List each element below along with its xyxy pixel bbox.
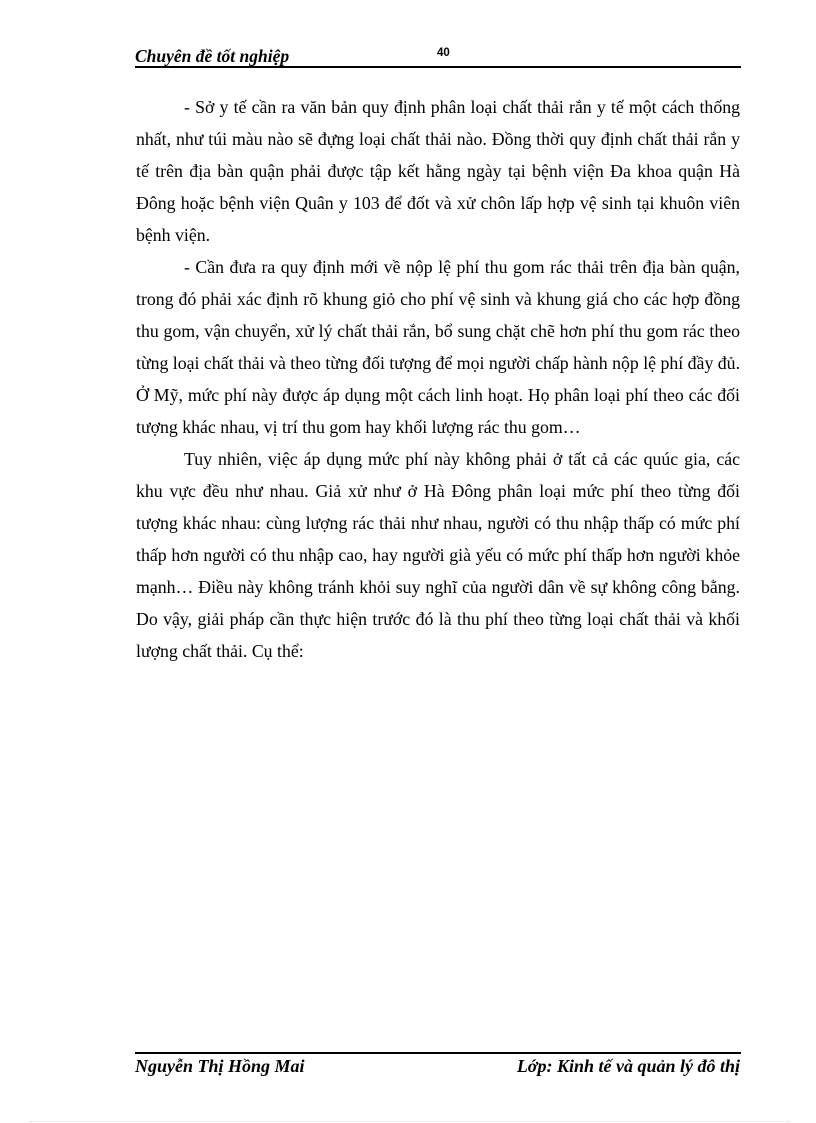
page-header: [135, 44, 740, 68]
footer-author: Nguyễn Thị Hồng Mai: [135, 1056, 305, 1076]
paragraph-fee-application: Tuy nhiên, việc áp dụng mức phí này không phải ở tất cả các quúc gia, các khu vực đều như nhau. Giả xử như ở Hà Đông phân loại mức phí theo từng đối tượng khác nhau: cùng lượng rác thải như nhau, người có thu nhập thấp có mức phí thấp hơn người có thu nhập cao, hay người già yếu có mức phí thấp hơn người khỏe mạnh… Điều này không tránh khỏi suy nghĩ của người dân về sự không công bằng. Do vậy, giải pháp cần thực hiện trước đó là thu phí theo từng loại chất thải và khối lượng chất thải. Cụ thể:: [136, 449, 740, 661]
paragraph-collection-fees: - Cần đưa ra quy định mới về nộp lệ phí thu gom rác thải trên địa bàn quận, trong đó phải xác định rõ khung giỏ cho phí vệ sinh và khung giá cho các hợp đồng thu gom, vận chuyển, xử lý chất thải rắn, bổ sung chặt chẽ hơn phí thu gom rác theo từng loại chất thải và theo từng đối tượng để mọi người chấp hành nộp lệ phí đầy đủ. Ở Mỹ, mức phí này được áp dụng một cách linh hoạt. Họ phân loại phí theo các đối tượng khác nhau, vị trí thu gom hay khối lượng rác thu gom…: [136, 257, 741, 437]
header-divider: [135, 66, 741, 68]
footer-class: Lớp: Kinh tế và quản lý đô thị: [516, 1056, 740, 1076]
paragraph-medical-waste: - Sở y tế cần ra văn bản quy định phân loại chất thải rắn y tế một cách thống nhất, như túi màu nào sẽ đựng loại chất thải nào. Đồng thời quy định chất thải rắn y tế trên địa bàn quận phải được tập kết hằng ngày tại bệnh viện Đa khoa quận Hà Đông hoặc bệnh viện Quân y 103 để đốt và xử chôn lấp hợp vệ sinh tại khuôn viên bệnh viện.: [136, 97, 740, 245]
body-text: [136, 91, 740, 667]
footer-divider: [135, 1052, 741, 1054]
page-bottom-border: [30, 1121, 790, 1122]
page-number: 40: [437, 47, 450, 59]
document-title: Chuyên đề tốt nghiệp: [135, 46, 290, 66]
